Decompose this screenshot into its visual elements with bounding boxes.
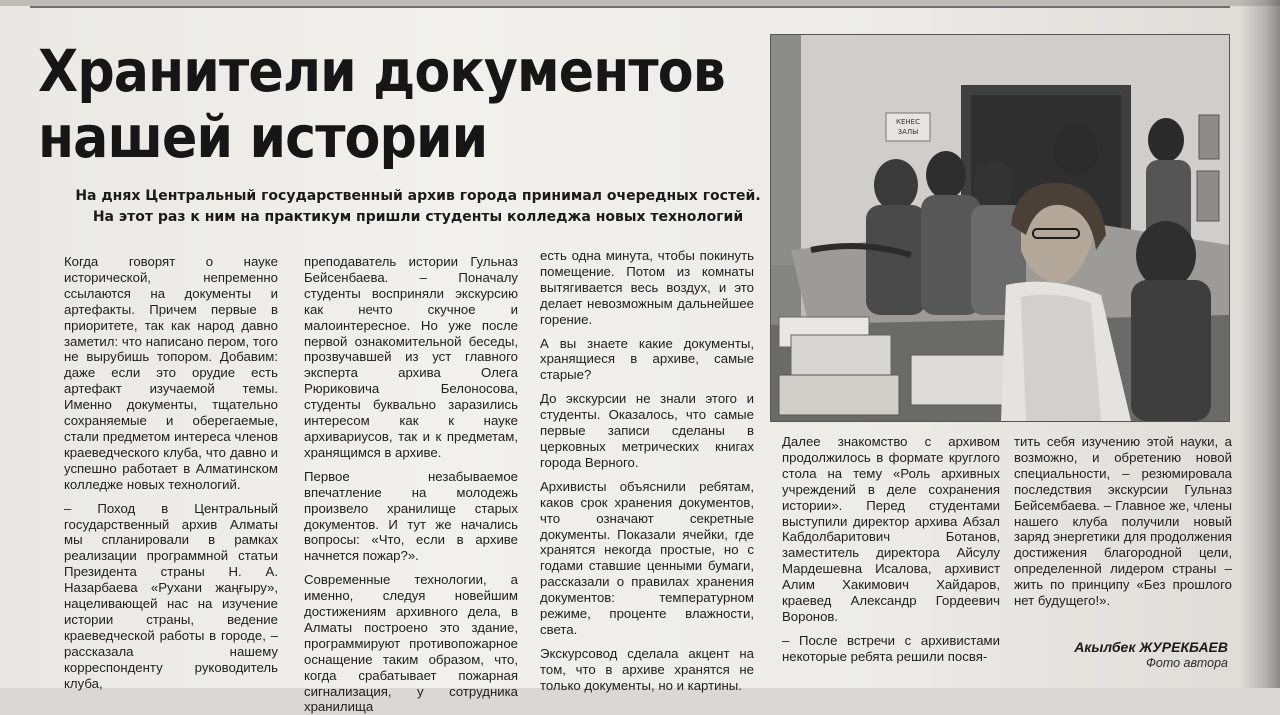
lead-line-2: На этот раз к ним на практикум пришли студенты колледжа новых технологий	[92, 209, 744, 225]
article-photo	[770, 34, 1230, 422]
headline-line-1: Хранители документов	[38, 37, 725, 105]
headline	[38, 37, 725, 171]
paragraph: Экскурсовод сделала акцент на том, что в архиве хранятся не только документы, но и картины.	[540, 645, 754, 693]
headline-line-2: нашей истории	[38, 103, 488, 171]
article-column-5	[1014, 434, 1232, 609]
top-rule	[30, 6, 1230, 8]
paragraph: преподаватель истории Гульназ Бейсенбаева. – Поначалу студенты восприняли экскурсию как нечто скучное и малоинтересное. Но уже после первой ознакомительной беседы, прозвучавшей из уст главного эксперта архива Олега Рюриковича Белоносова, студенты буквально заразились интересом как к науке архивариусов, так и к предметам, хранящимся в архиве.	[304, 254, 518, 460]
author-byline: Акылбек ЖУРЕКБАЕВ	[1074, 639, 1228, 655]
photo-credit: Фото автора	[1145, 656, 1228, 670]
lead-paragraph	[58, 186, 778, 228]
lead-line-1: На днях Центральный государственный архив города принимал очередных гостей.	[75, 188, 761, 204]
paragraph: – После встречи с архивистами некоторые ребята решили посвя-	[782, 632, 1000, 664]
article-column-2	[304, 254, 518, 715]
article-column-4	[782, 434, 1000, 665]
paragraph: До экскурсии не знали этого и студенты. Оказалось, что самые первые записи сделаны в церковных метрических книгах города Верного.	[540, 391, 754, 470]
sign-line-1: КЕНЕС	[896, 118, 920, 126]
paragraph: – Поход в Центральный государственный архив Алматы мы спланировали в рамках реализации программной статьи Президента страны Н. А. Назарбаева «Рухани жаңғыру», нацеливающей нас на изучение истории страны, ведение краеведческой работы в городе, – рассказала нашему корреспонденту руководитель клуба,	[64, 500, 278, 691]
paragraph: Далее знакомство с архивом продолжилось в формате круглого стола на тему «Роль архивных учреждений в деле сохранения истории». Перед студентами выступили директор архива Абзал Кабдолбаритович Ботанов, заместитель директора Айсулу Мардешевна Исалова, архивист Алим Хакимович Хайдаров, краевед Александр Гордеевич Воронов.	[782, 434, 1000, 624]
paragraph: Когда говорят о науке исторической, непременно ссылаются на документы и артефакты. Причем первые в приоритете, так как народ давно заметил: что написано пером, того не вырубишь топором. Добавим: даже если это орудие есть артефакт изучаемой темы. Именно документы, тщательно сохраняемые и оберегаемые, стали предметом интереса членов краеведческого клуба, что давно и успешно работает в Алматинском колледже новых технологий.	[64, 254, 278, 492]
paragraph: Современные технологии, а именно, следуя новейшим достижениям архивного дела, в Алматы построено это здание, программируют противопожарное оснащение таким образом, что, когда срабатывает пожарная сигнализация, у сотрудника хранилища	[304, 572, 518, 715]
paragraph: тить себя изучению этой науки, а возможно, и обретению новой специальности, – резюмировала последствия экскурсии Гульназ Бейсембаева. – Главное же, члены нашего клуба получили новый заряд энергетики для продолжения достижения благородной цели, определенной лидером страны – жить по принципу «Без прошлого нет будущего!».	[1014, 434, 1232, 609]
archive-visit-photo	[771, 35, 1229, 421]
page-edge-shadow	[1240, 0, 1280, 688]
article-column-1	[64, 254, 278, 691]
paragraph: Первое незабываемое впечатление на молодежь произвело хранилище старых документов. И тут же начались вопросы: «Что, если в архиве начнется пожар?».	[304, 468, 518, 564]
article-column-3	[540, 248, 754, 694]
sign-line-2: ЗАЛЫ	[897, 128, 919, 136]
paragraph: А вы знаете какие документы, хранящиеся в архиве, самые старые?	[540, 335, 754, 383]
paragraph: есть одна минута, чтобы покинуть помещение. Потом из комнаты вытягивается весь воздух, и это делает невозможным дальнейшее горение.	[540, 248, 754, 327]
paragraph: Архивисты объяснили ребятам, каков срок хранения документов, что означают секретные документы. Показали ячейки, где хранятся некогда простые, но с годами ставшие ценными бумаги, рассказали о правилах хранения документов: температурном режиме, проценте влажности, света.	[540, 478, 754, 637]
